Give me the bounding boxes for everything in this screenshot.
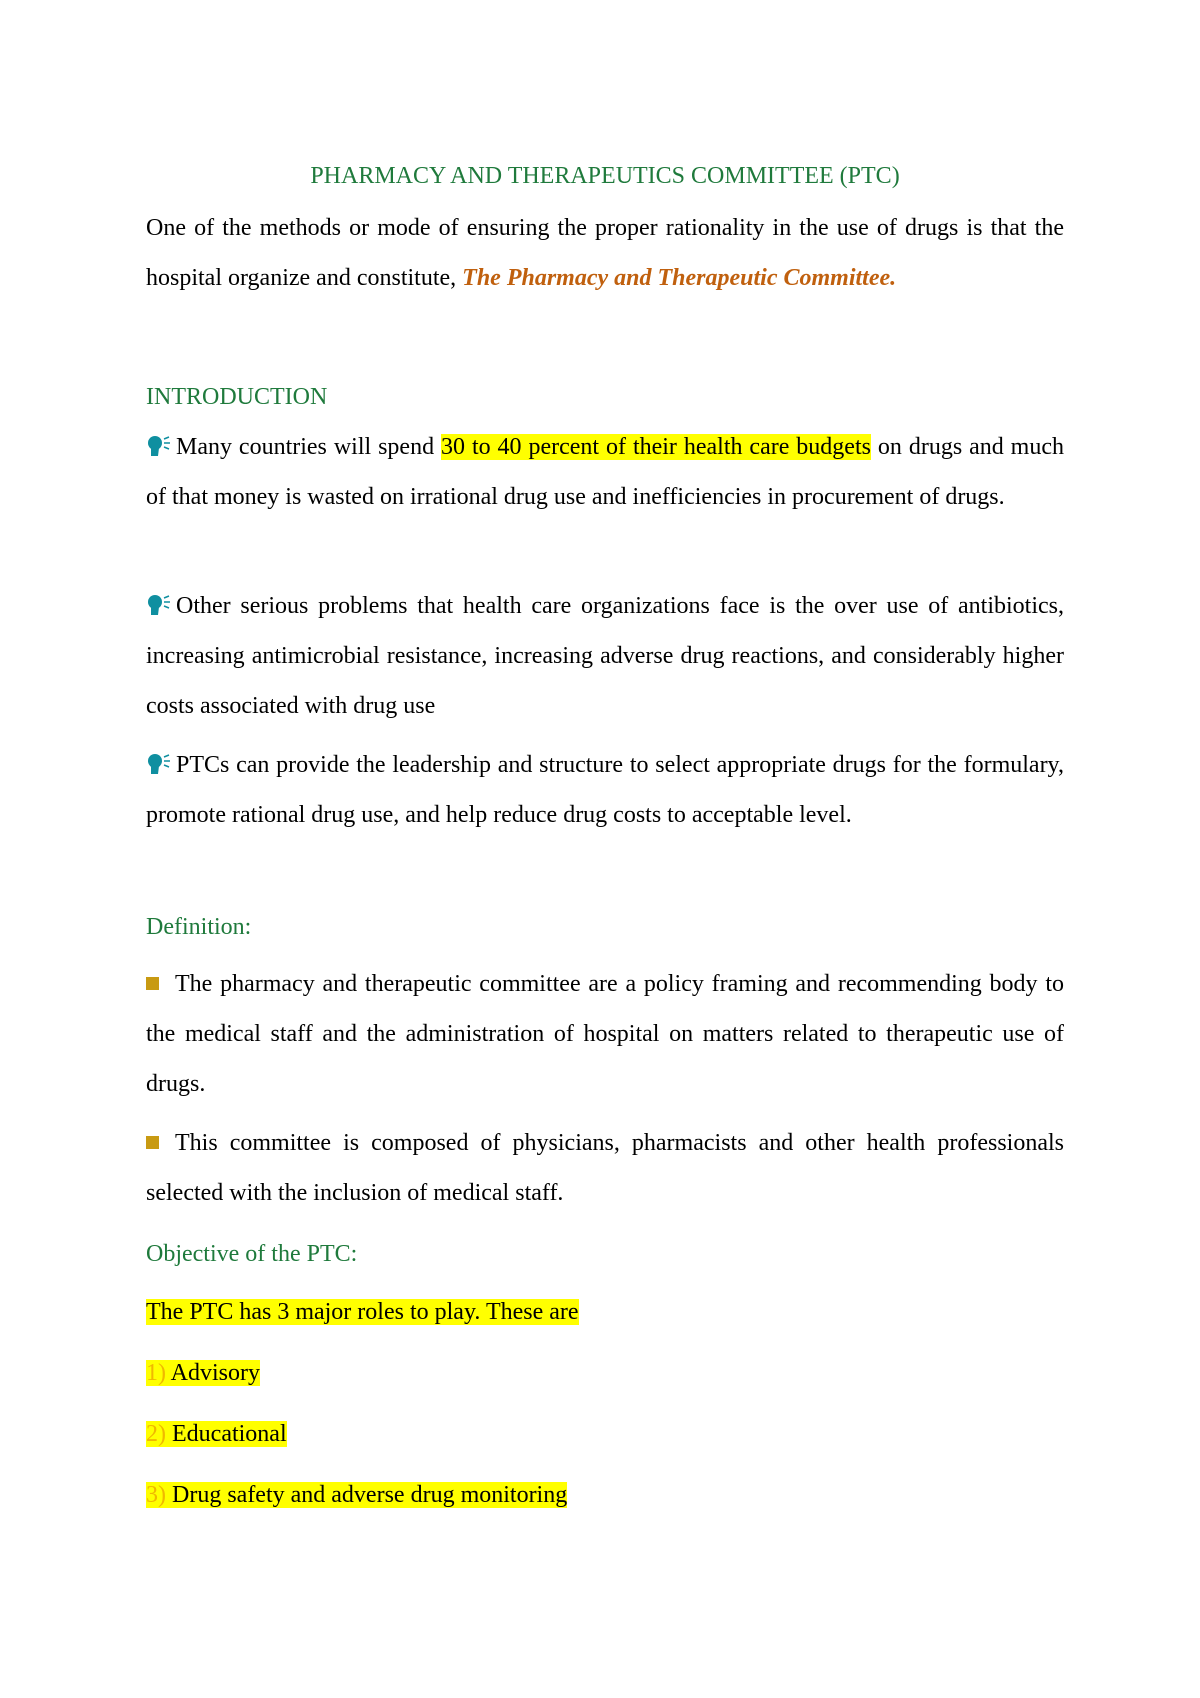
page-title: PHARMACY AND THERAPEUTICS COMMITTEE (PTC) bbox=[310, 163, 900, 189]
speaking-head-icon bbox=[146, 584, 172, 606]
bullet-1-highlight: 30 to 40 percent of their health care budgets bbox=[441, 434, 871, 460]
role-number: 2) bbox=[146, 1421, 166, 1447]
square-bullet-icon bbox=[146, 1136, 159, 1149]
bullet-1-before: Many countries will spend bbox=[176, 434, 442, 460]
intro-emphasis: The Pharmacy and Therapeutic Committee. bbox=[462, 265, 897, 291]
bullet-3-text: PTCs can provide the leadership and structure to select appropriate drugs for the formulary, promote rational drug use, and help reduce drug costs to acceptable level. bbox=[146, 752, 1064, 828]
intro-text: One of the methods or mode of ensuring the proper rationality in the use of drugs is that the hospital organize and constitute, bbox=[146, 215, 1064, 291]
intro-bullet-2 bbox=[146, 581, 1064, 731]
role-item bbox=[146, 1409, 1064, 1459]
bullet-1-after: on drugs and much of that money is wasted on irrational drug use and inefficiencies in procurement of drugs. bbox=[146, 434, 1064, 510]
speaking-head-icon bbox=[146, 743, 172, 765]
definition-item-2-text: This committee is composed of physicians, pharmacists and other health professionals selected with the inclusion of medical staff. bbox=[146, 1130, 1064, 1206]
objective-lead-text: The PTC has 3 major roles to play. These are bbox=[146, 1299, 579, 1325]
objective-lead bbox=[146, 1287, 1064, 1337]
intro-bullet-3 bbox=[146, 740, 1064, 840]
bullet-2-text: Other serious problems that health care organizations face is the over use of antibiotics, increasing antimicrobial resistance, increasing adverse drug reactions, and considerably higher costs associated with drug use bbox=[146, 593, 1064, 719]
role-label: Educational bbox=[166, 1421, 287, 1447]
role-label: Advisory bbox=[166, 1360, 261, 1386]
role-number: 3) bbox=[146, 1482, 166, 1508]
definition-heading: Definition: bbox=[146, 914, 252, 940]
square-bullet-icon bbox=[146, 977, 159, 990]
introduction-heading: INTRODUCTION bbox=[146, 384, 328, 410]
role-item bbox=[146, 1470, 1064, 1520]
objective-heading: Objective of the PTC: bbox=[146, 1241, 358, 1267]
definition-item-1 bbox=[146, 959, 1064, 1109]
role-label: Drug safety and adverse drug monitoring bbox=[166, 1482, 568, 1508]
definition-item-1-text: The pharmacy and therapeutic committee are a policy framing and recommending body to the medical staff and the administration of hospital on matters related to therapeutic use of drugs. bbox=[146, 971, 1064, 1097]
speaking-head-icon bbox=[146, 425, 172, 447]
definition-item-2 bbox=[146, 1118, 1064, 1218]
intro-paragraph bbox=[146, 203, 1064, 303]
role-item bbox=[146, 1348, 1064, 1398]
role-number: 1) bbox=[146, 1360, 166, 1386]
intro-bullet-1 bbox=[146, 422, 1064, 522]
